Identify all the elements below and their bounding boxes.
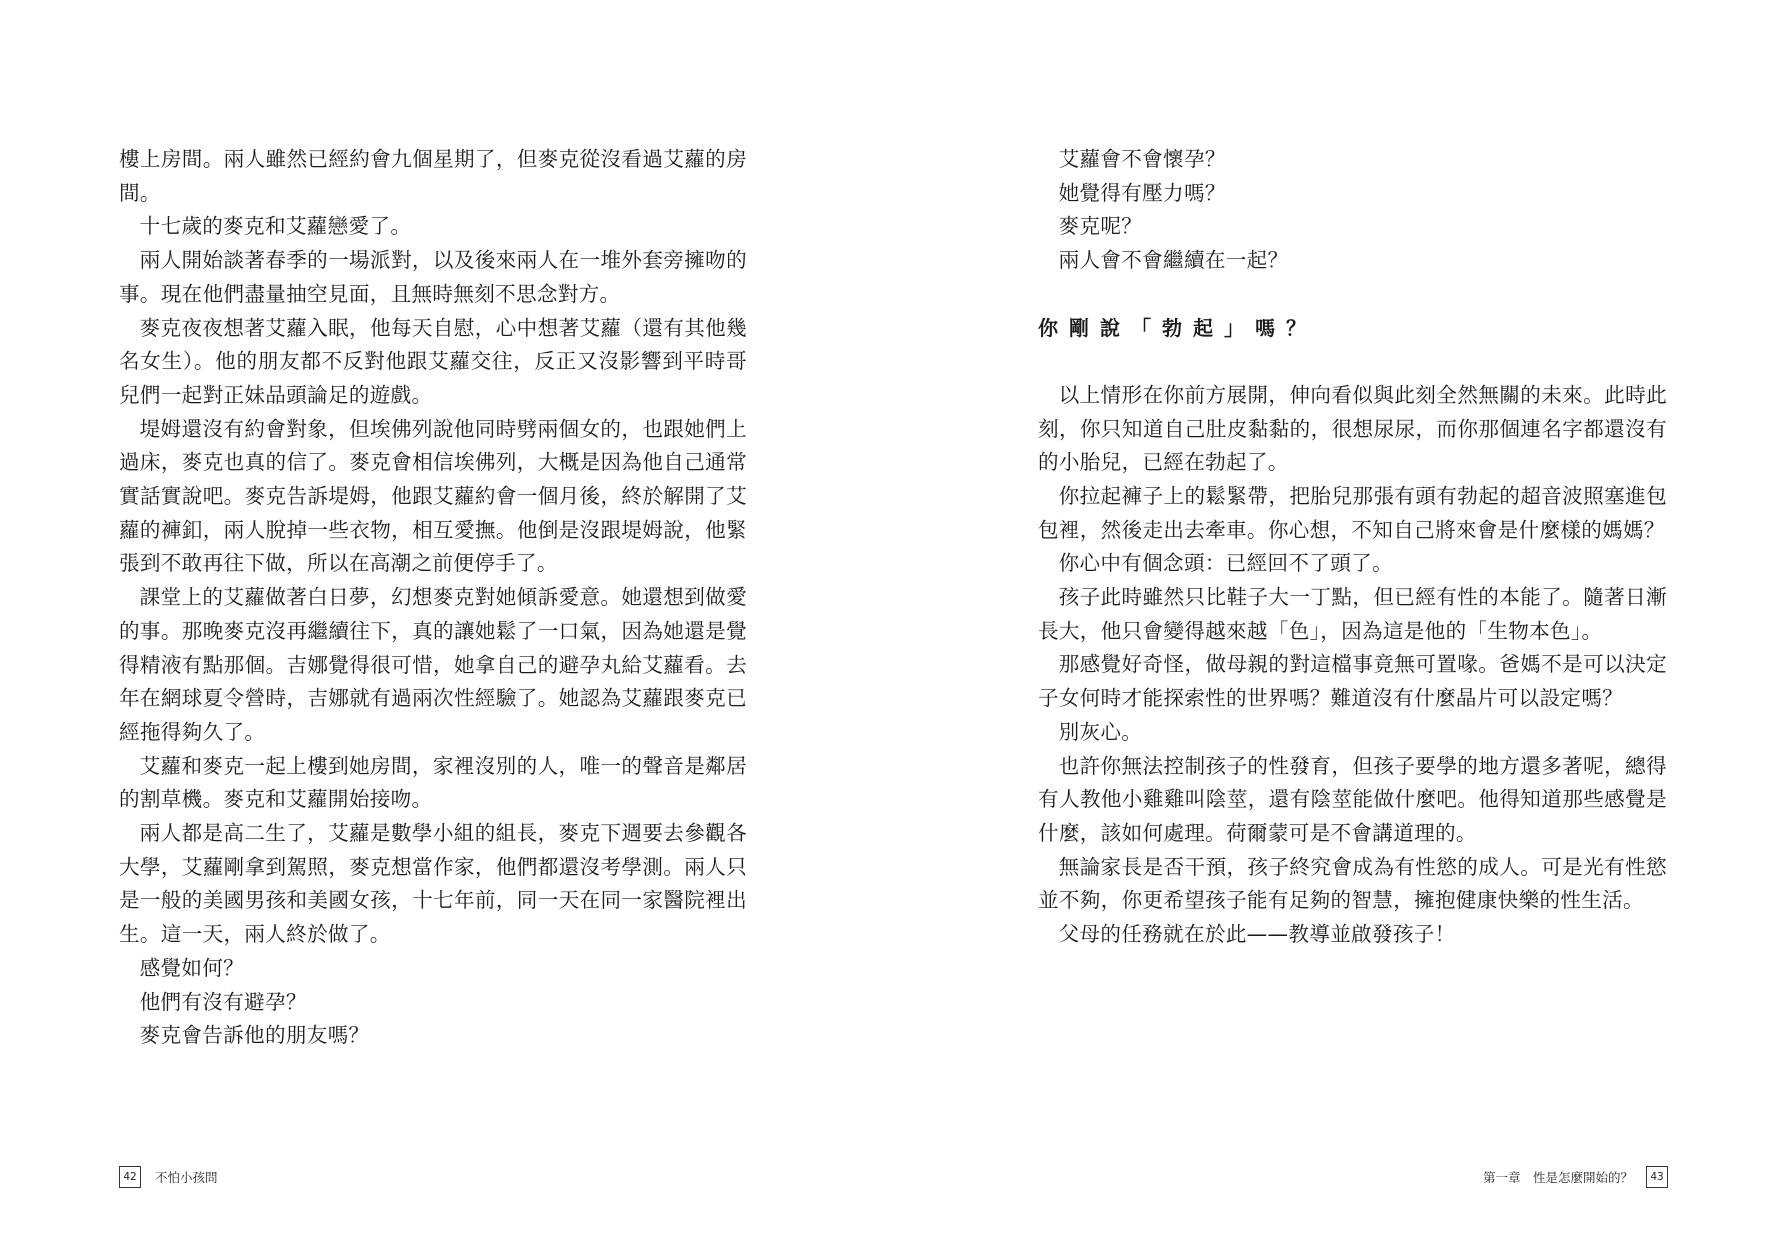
left-text-column (119, 143, 747, 1053)
section-heading: 你剛說「勃起」嗎？ (1038, 315, 1317, 340)
paragraph: 兩人會不會繼續在一起？ (1058, 248, 1289, 273)
paragraph: 無論家長是否干預，孩子終究會成為有性慾的成人。可是光有性慾並不夠，你更希望孩子能有足夠的智慧，擁抱健康快樂的性生活。 (1038, 854, 1667, 913)
page-number-box: 43 (1646, 1166, 1668, 1188)
paragraph: 那感覺好奇怪，做母親的對這檔事竟無可置喙。爸媽不是可以決定子女何時才能探索性的世界嗎？難道沒有什麼晶片可以設定嗎？ (1038, 652, 1667, 711)
paragraph: 麥克夜夜想著艾蘿入眠，他每天自慰，心中想著艾蘿（還有其他幾名女生）。他的朋友都不反對他跟艾蘿交往，反正又沒影響到平時哥兒們一起對正妹品頭論足的遊戲。 (119, 315, 747, 407)
left-page (0, 0, 885, 1240)
paragraph: 艾蘿和麥克一起上樓到她房間，家裡沒別的人，唯一的聲音是鄰居的割草機。麥克和艾蘿開始接吻。 (119, 753, 747, 812)
paragraph: 孩子此時雖然只比鞋子大一丁點，但已經有性的本能了。隨著日漸長大，他只會變得越來越「色」，因為這是他的「生物本色」。 (1038, 585, 1667, 643)
paragraph: 課堂上的艾蘿做著白日夢，幻想麥克對她傾訴愛意。她還想到做愛的事。那晚麥克沒再繼續往下，真的讓她鬆了一口氣，因為她還是覺得精液有點那個。吉娜覺得很可惜，她拿自己的避孕丸給艾蘿看。去年在網球夏令營時，吉娜就有過兩次性經驗了。她認為艾蘿跟麥克已經拖得夠久了。 (119, 585, 747, 744)
paragraph: 兩人都是高二生了，艾蘿是數學小組的組長，麥克下週要去參觀各大學，艾蘿剛拿到駕照，麥克想當作家，他們都還沒考學測。兩人只是一般的美國男孩和美國女孩，十七年前，同一天在同一家醫院裡出生。這一天，兩人終於做了。 (119, 821, 747, 947)
paragraph: 以上情形在你前方展開，伸向看似與此刻全然無關的未來。此時此刻，你只知道自己肚皮黏黏的，很想尿尿，而你那個連名字都還沒有的小胎兒，已經在勃起了。 (1038, 382, 1667, 475)
paragraph: 你拉起褲子上的鬆緊帶，把胎兒那張有頭有勃起的超音波照塞進包包裡，然後走出去牽車。你心想，不知自己將來會是什麼樣的媽媽？ (1038, 483, 1667, 542)
paragraph: 她覺得有壓力嗎？ (1058, 180, 1226, 205)
page-number-box: 42 (119, 1166, 141, 1188)
paragraph: 麥克會告訴他的朋友嗎？ (139, 1023, 370, 1048)
right-page (885, 0, 1771, 1240)
right-text-column (1038, 143, 1667, 952)
paragraph: 艾蘿會不會懷孕？ (1058, 147, 1226, 171)
left-footer (119, 1166, 218, 1188)
paragraph: 感覺如何？ (139, 955, 245, 980)
paragraph: 十七歲的麥克和艾蘿戀愛了。 (139, 214, 412, 239)
paragraph: 樓上房間。兩人雖然已經約會九個星期了，但麥克從沒看過艾蘿的房間。 (119, 147, 747, 205)
running-title: 不怕小孩問 (155, 1170, 218, 1185)
paragraph: 你心中有個念頭：已經回不了頭了。 (1058, 551, 1393, 576)
running-title: 第一章 性是怎麼開始的？ (1482, 1170, 1633, 1185)
paragraph: 也許你無法控制孩子的性發育，但孩子要學的地方還多著呢，總得有人教他小雞雞叫陰莖，還有陰莖能做什麼吧。他得知道那些感覺是什麼，該如何處理。荷爾蒙可是不會講道理的。 (1038, 753, 1667, 845)
right-footer (1483, 1166, 1668, 1188)
paragraph: 堤姆還沒有約會對象，但埃佛列說他同時劈兩個女的，也跟她們上過床，麥克也真的信了。麥克會相信埃佛列，大概是因為他自己通常實話實說吧。麥克告訴堤姆，他跟艾蘿約會一個月後，終於解開了艾蘿的褲釦，兩人脫掉一些衣物，相互愛撫。他倒是沒跟堤姆說，他緊張到不敢再往下做，所以在高潮之前便停手了。 (119, 416, 747, 576)
paragraph: 他們有沒有避孕？ (139, 989, 307, 1014)
paragraph: 麥克呢？ (1058, 214, 1143, 239)
paragraph: 父母的任務就在於此——教導並啟發孩子！ (1058, 922, 1456, 947)
paragraph: 兩人開始談著春季的一場派對，以及後來兩人在一堆外套旁擁吻的事。現在他們盡量抽空見面，且無時無刻不思念對方。 (119, 248, 747, 306)
paragraph: 別灰心。 (1058, 719, 1143, 744)
